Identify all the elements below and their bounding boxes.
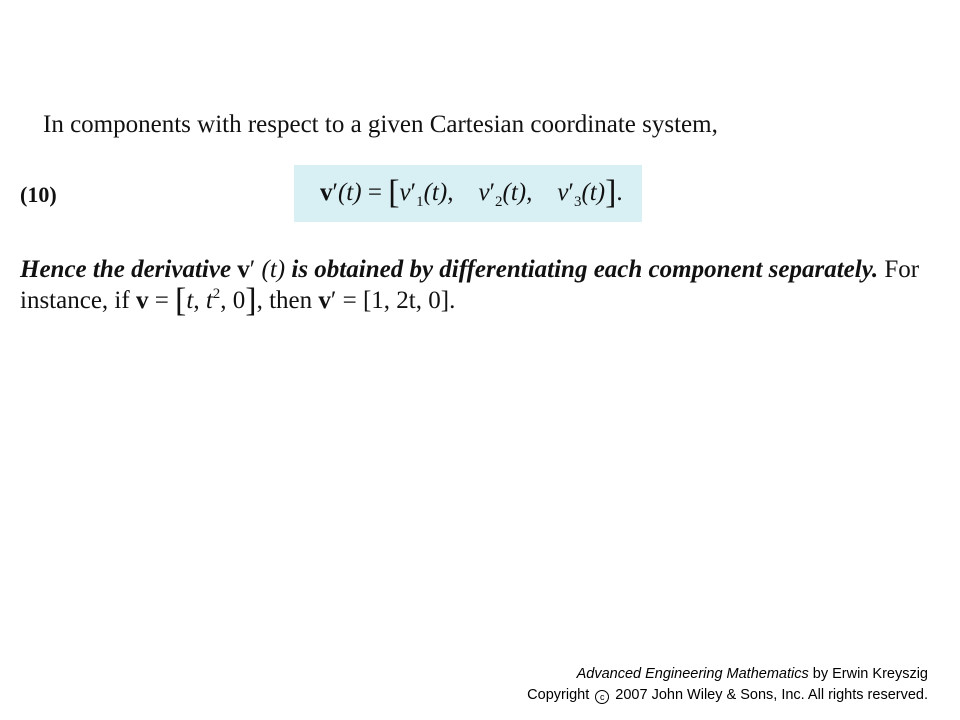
copyright-rights: 2007 John Wiley & Sons, Inc. All rights reserved. <box>611 687 928 703</box>
bold-arg: (t) <box>255 256 292 283</box>
equation-10 <box>320 174 623 211</box>
example-zero: , 0 <box>220 287 246 314</box>
eq-period: . <box>616 179 623 206</box>
book-author: by Erwin Kreyszig <box>808 666 928 682</box>
eq-lhs-vector: v <box>320 179 333 206</box>
derivative-vector: v <box>318 287 331 314</box>
eq-comp-2-prime: ′ <box>489 179 496 206</box>
bold-vector: v <box>237 256 250 283</box>
eq-lhs-prime: ′ <box>332 179 338 206</box>
example-close-bracket: ] <box>245 282 257 319</box>
footer-book-line <box>527 664 928 685</box>
eq-comp-2: v <box>478 179 490 206</box>
example-exponent: 2 <box>212 286 221 302</box>
example-equals: = <box>148 287 176 314</box>
bold-prime: ′ <box>249 256 256 283</box>
copyright-label: Copyright <box>527 687 594 703</box>
eq-comp-1-arg: (t), <box>423 179 454 206</box>
eq-comp-3-sub: 3 <box>573 194 582 210</box>
eq-comp-1-sub: 1 <box>416 194 424 210</box>
intro-sentence: In components with respect to a given Cartesian coordinate system, <box>43 111 718 138</box>
copyright-icon: c <box>595 690 609 704</box>
derivative-equals: = <box>336 287 363 314</box>
eq-equals: = <box>367 179 382 206</box>
bold-statement-1: Hence the derivative <box>20 256 238 283</box>
example-vector: v <box>135 287 149 314</box>
copyright-footer <box>527 664 928 706</box>
text-then: , then <box>256 287 319 314</box>
footer-copyright-line <box>527 685 928 706</box>
equation-number: (10) <box>20 182 57 207</box>
eq-comp-3-arg: (t) <box>581 179 606 206</box>
derivative-prime: ′ <box>330 287 337 314</box>
eq-lhs-arg: (t) <box>337 179 362 206</box>
eq-close-bracket: ] <box>605 174 617 211</box>
example-t: t <box>186 287 194 314</box>
derivative-value: [1, 2t, 0]. <box>362 287 456 314</box>
eq-comp-1-prime: ′ <box>410 179 417 206</box>
eq-comp-2-sub: 2 <box>495 194 503 210</box>
eq-comp-3: v <box>557 179 569 206</box>
eq-open-bracket: [ <box>388 174 400 211</box>
eq-comp-3-prime: ′ <box>568 179 574 206</box>
eq-comp-2-arg: (t), <box>502 179 533 206</box>
eq-comp-1: v <box>399 179 411 206</box>
explanation-paragraph <box>20 254 945 320</box>
book-title: Advanced Engineering Mathematics <box>576 666 809 682</box>
example-open-bracket: [ <box>175 282 187 319</box>
example-t-squared: t <box>205 287 213 314</box>
text-for-instance: For instance, if <box>20 256 920 314</box>
example-comma: , <box>193 287 206 314</box>
bold-statement-2: is obtained by differentiating each component separately. <box>291 256 879 283</box>
